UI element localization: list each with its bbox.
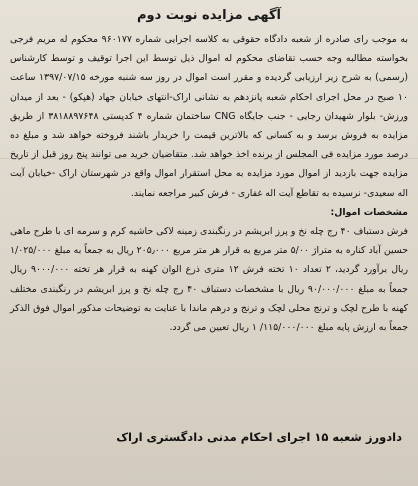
asset-spec-heading: مشخصات اموال:	[330, 206, 408, 218]
notice-body	[10, 30, 408, 337]
notice-title: آگهی مزایده نوبت دوم	[137, 8, 281, 23]
notice-paragraph-main: به موجب رای صادره از شعبه دادگاه حقوقی به کلاسه اجرایی شماره ۹۶۰۱۷۷ محکوم له مریم فرجی بخواسته مطالبه وجه حسب تقاضای محکوم له اموال ذیل توسط این اجرا توقیف و توسط کارشناس (رسمی) به شرح زیر ارزیابی گردیده و مقرر است اموال در روز سه شنبه مورخه ۱۳۹۷/۰۷/۱۵ ساعت ۱۰ صبح در محل اجرای احکام شعبه پانزدهم به نشانی اراک-انتهای خیابان جهاد (هپکو) - بعد از میدان ورزش- بلوار شهیدان رجایی - جنب جایگاه CNG ساختمان شماره ۴ کدپستی ۳۸۱۸۸۹۷۶۴۸ از طریق مزایده به فروش برسد و به کسانی که بالاترین قیمت را خریدار باشند فروخته خواهد شد و مبلغ ده درصد مورد مزایده فی المجلس از برنده اخذ خواهد شد. متقاضیان خرید می توانند پنج روز قبل از تاریخ مزایده جهت بازدید از اموال مورد مزایده به محل استقرار اموال واقع در شهرستان اراک -خیابان آیت اله سعیدی- نرسیده به تقاطع آیت اله غفاری - فرش کبیر مراجعه نمایند.	[10, 34, 408, 199]
notice-paragraph-assets: فرش دستباف ۴۰ رج چله نخ و پرز ابریشم در رنگبندی زمینه لاکی حاشیه کرم و سرمه ای با طرح ماهی حسین آباد کناره به متراژ ۵/۰۰ متر مربع به قرار هر متر مربع ۲۰۵٫۰۰۰ ریال به جمعاً به مبلغ ۱/۰۲۵/۰۰۰ ریال برآورد گردید، ۲ تعداد ۱۰ تخته فرش ۱۲ متری ذرع الوان کهنه به قرار هر تخته ۹۰۰۰/۰۰۰ ریال جمعاً به مبلغ ۹۰/۰۰۰/۰۰۰ ریال با مشخصات دستباف ۴۰ رج چله نخ و پرز ابریشم در رنگبندی مختلف کهنه با طرح لچک و ترنج محلی لچک و ترنج و درهم ماندا با عنایت به توضیحات مذکور اموال فوق الذکر جمعاً به ارزش پایه مبلغ ۱۱۵/۰۰۰/۰۰۰/ ۱ ریال تعیین می گردد.	[10, 226, 409, 334]
notice-signature: دادورز شعبه ۱۵ اجرای احکام مدنی دادگستری اراک	[116, 430, 402, 444]
